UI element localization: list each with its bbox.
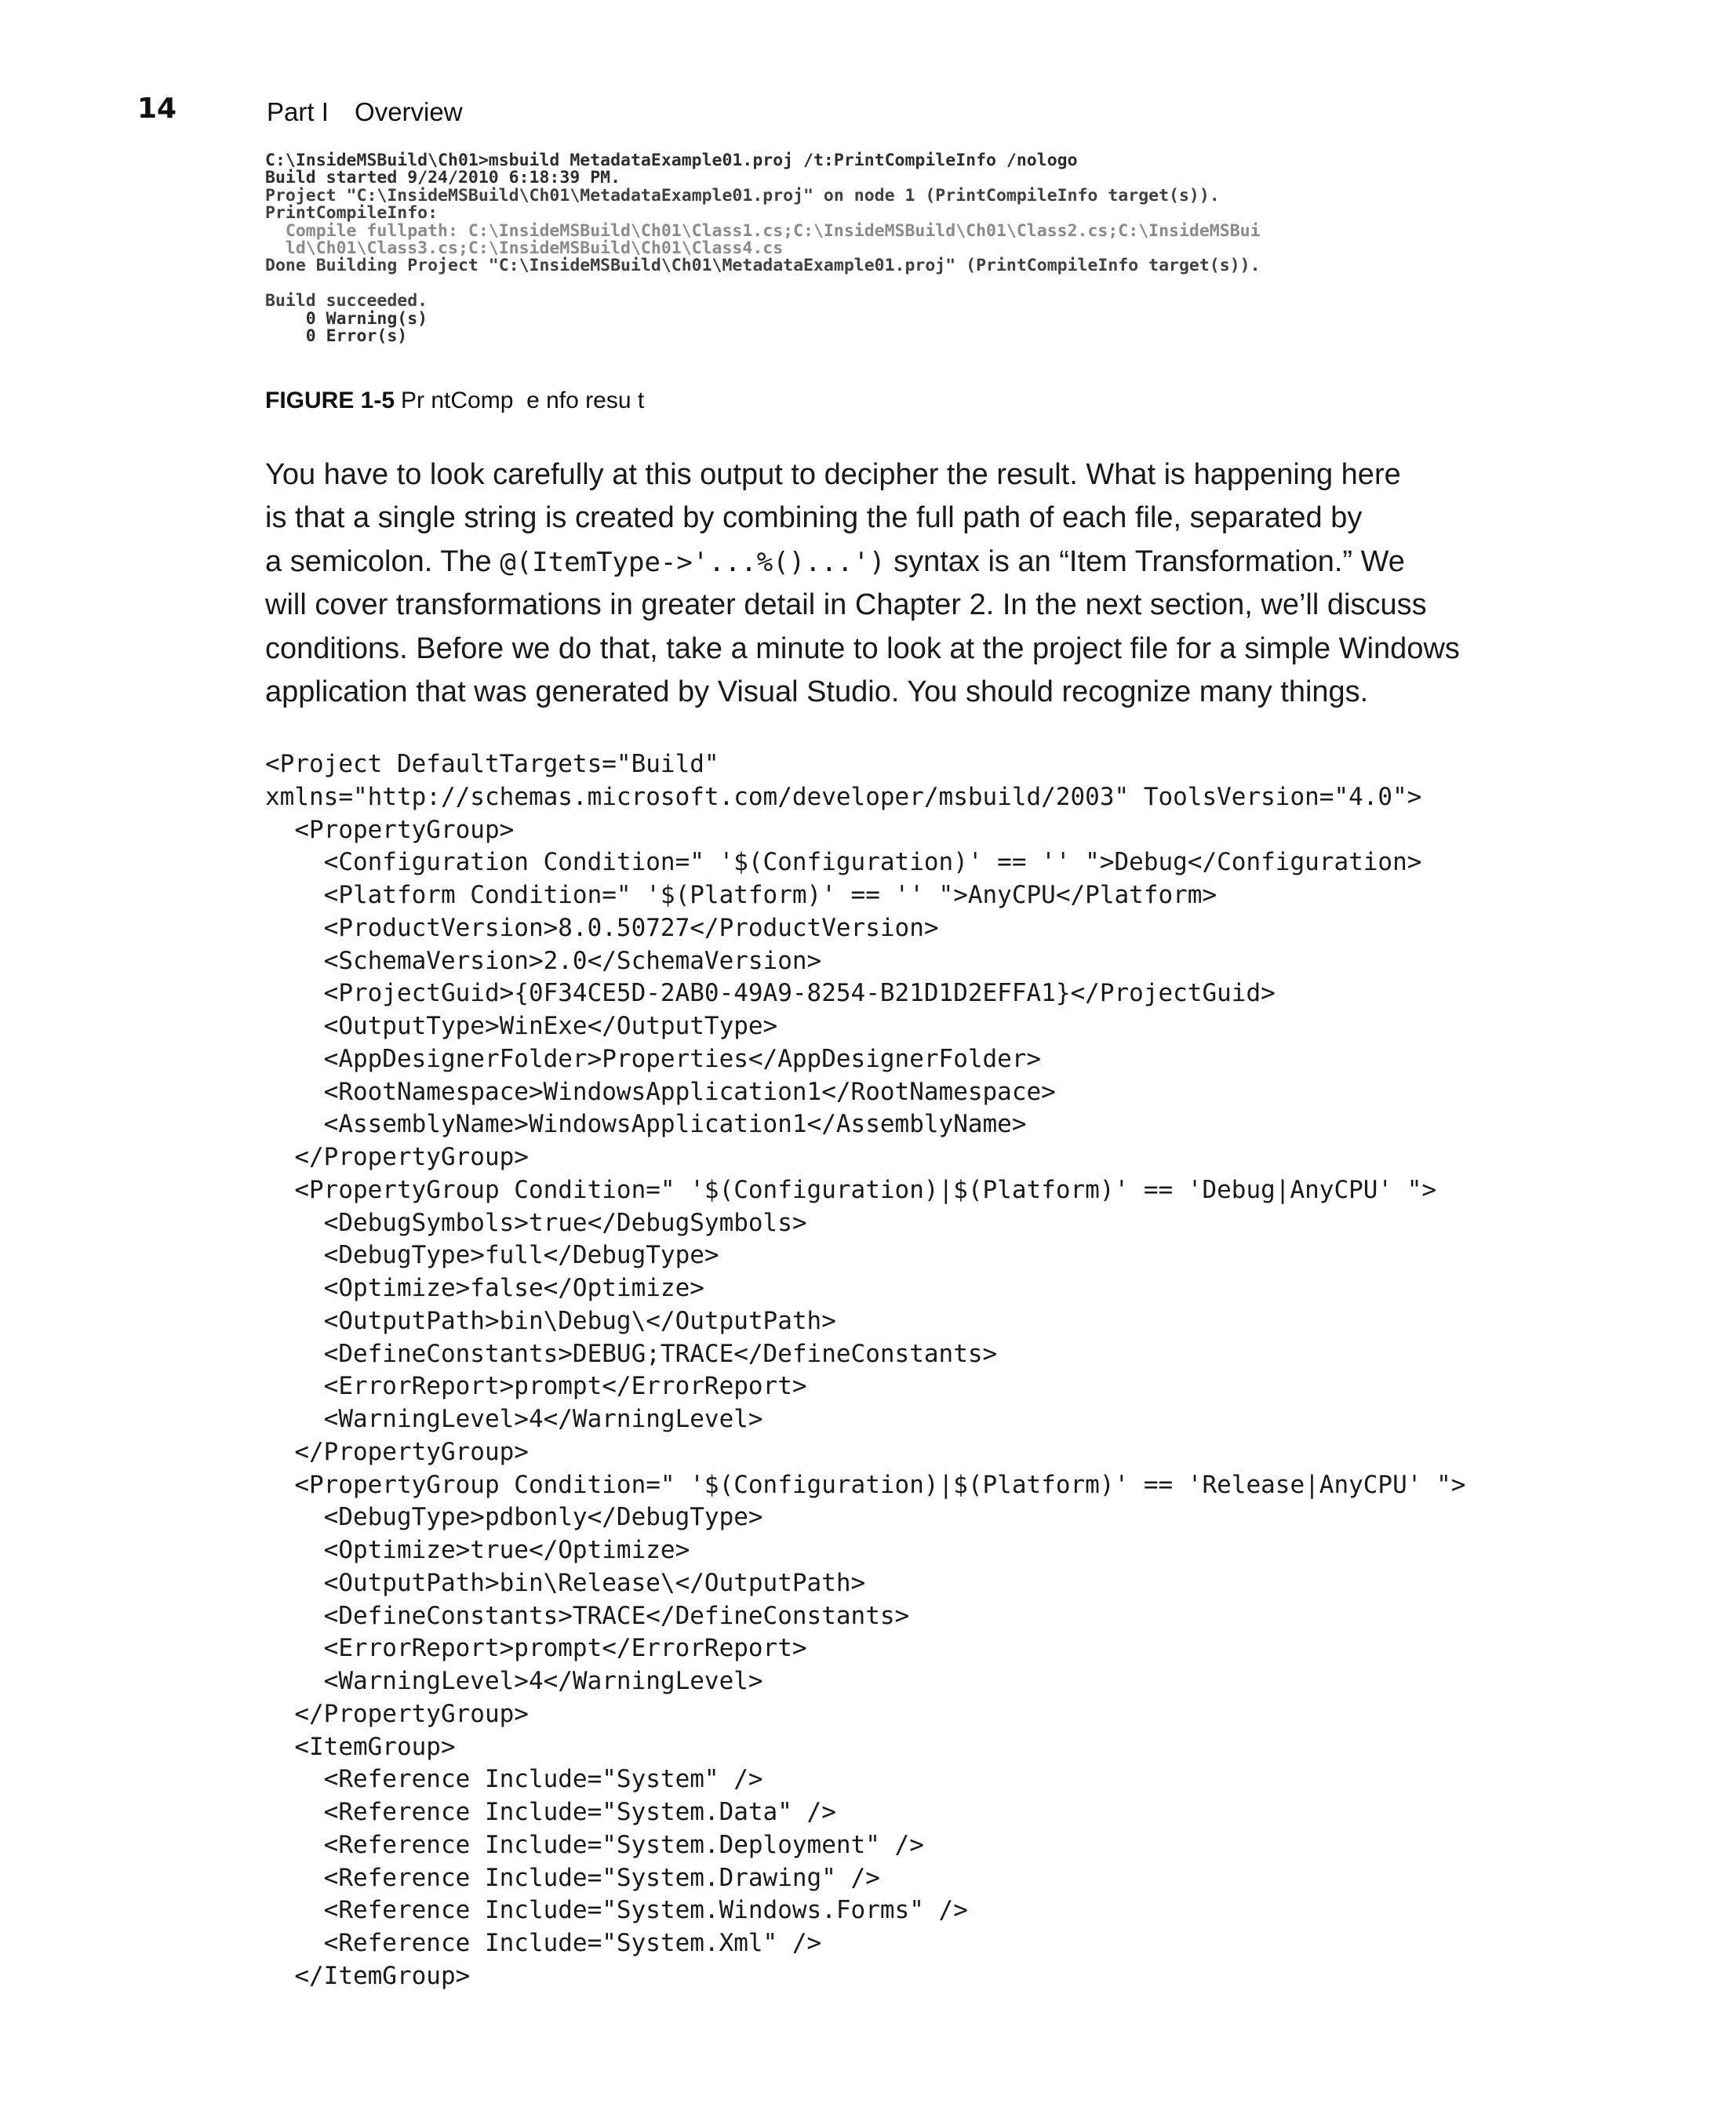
paragraph-line: application that was generated by Visual Studio. You should recognize many things. — [265, 675, 1369, 708]
part-label: Part I — [267, 97, 329, 126]
page-number: 14 — [137, 93, 177, 125]
paragraph-text: syntax is an “Item Transformation.” We — [885, 544, 1405, 578]
code-line: <Reference Include="System.Xml" /> — [265, 1929, 822, 1957]
code-line: <Platform Condition=" '$(Platform)' == '' ">AnyCPU</Platform> — [265, 881, 1217, 909]
console-line: PrintCompileInfo: — [265, 203, 439, 224]
console-output-figure — [265, 152, 1536, 345]
code-listing — [265, 748, 1465, 1993]
code-line: <Reference Include="System.Deployment" /> — [265, 1830, 924, 1859]
code-line: <OutputPath>bin\Debug\</OutputPath> — [265, 1306, 836, 1335]
console-line: 0 Warning(s) — [265, 308, 428, 329]
code-line: <Optimize>true</Optimize> — [265, 1536, 690, 1564]
code-line: <AssemblyName>WindowsApplication1</AssemblyName> — [265, 1110, 1027, 1139]
code-line: <Project DefaultTargets="Build" — [265, 750, 719, 778]
code-line: <Reference Include="System.Windows.Forms" /> — [265, 1896, 968, 1925]
code-line: <OutputPath>bin\Release\</OutputPath> — [265, 1568, 866, 1597]
figure-caption — [265, 388, 644, 414]
code-line: xmlns="http://schemas.microsoft.com/developer/msbuild/2003" ToolsVersion="4.0"> — [265, 782, 1422, 811]
console-line: 0 Error(s) — [265, 326, 408, 346]
console-line: Project "C:\InsideMSBuild\Ch01\MetadataExample01.proj" on node 1 (PrintCompileInfo target(s)). — [265, 185, 1220, 206]
console-line: C:\InsideMSBuild\Ch01>msbuild MetadataExample01.proj /t:PrintCompileInfo /nologo — [265, 151, 1078, 170]
code-line: <DebugSymbols>true</DebugSymbols> — [265, 1208, 807, 1237]
code-line: <OutputType>WinExe</OutputType> — [265, 1012, 778, 1040]
code-line: <PropertyGroup> — [265, 815, 515, 844]
paragraph-line: You have to look carefully at this output to decipher the result. What is happening here — [265, 458, 1401, 491]
code-line: <AppDesignerFolder>Properties</AppDesignerFolder> — [265, 1044, 1042, 1073]
code-line: <Reference Include="System" /> — [265, 1765, 763, 1794]
code-line: <Optimize>false</Optimize> — [265, 1274, 704, 1302]
code-line: <DebugType>pdbonly</DebugType> — [265, 1503, 763, 1532]
paragraph-line — [265, 540, 1528, 584]
code-line: <Reference Include="System.Drawing" /> — [265, 1863, 880, 1892]
code-line: <Configuration Condition=" '$(Configuration)' == '' ">Debug</Configuration> — [265, 848, 1422, 877]
paragraph-text: a semicolon. The — [265, 544, 500, 578]
code-line: <ProductVersion>8.0.50727</ProductVersion> — [265, 913, 939, 942]
code-line: <DefineConstants>DEBUG;TRACE</DefineConstants> — [265, 1339, 998, 1368]
inline-code: @(ItemType->'...%()...') — [500, 546, 886, 578]
figure-caption-text: Pr ntComp e nfo resu t — [401, 388, 645, 413]
paragraph-line: is that a single string is created by combining the full path of each file, separated by — [265, 501, 1363, 535]
console-line: Compile fullpath: C:\InsideMSBuild\Ch01\Class1.cs;C:\InsideMSBuild\Ch01\Class2.cs;C:\InsideMSBui — [265, 220, 1261, 241]
console-line: ld\Ch01\Class3.cs;C:\InsideMSBuild\Ch01\Class4.cs — [265, 238, 784, 258]
code-line: <DefineConstants>TRACE</DefineConstants> — [265, 1601, 910, 1630]
code-line: <PropertyGroup Condition=" '$(Configuration)|$(Platform)' == 'Debug|AnyCPU' "> — [265, 1175, 1437, 1204]
code-line: </PropertyGroup> — [265, 1437, 529, 1466]
console-line: Build started 9/24/2010 6:18:39 PM. — [265, 168, 621, 188]
code-line: <WarningLevel>4</WarningLevel> — [265, 1405, 763, 1433]
section-title: Overview — [355, 97, 463, 126]
running-head — [267, 97, 463, 127]
console-line — [265, 275, 1536, 293]
code-line: <Reference Include="System.Data" /> — [265, 1798, 836, 1826]
code-line: </PropertyGroup> — [265, 1699, 529, 1728]
code-line: <ProjectGuid>{0F34CE5D-2AB0-49A9-8254-B21D1D2EFFA1}</ProjectGuid> — [265, 979, 1276, 1008]
console-line: Build succeeded. — [265, 291, 428, 311]
console-line: Done Building Project "C:\InsideMSBuild\Ch01\MetadataExample01.proj" (PrintCompileInfo target(s)). — [265, 256, 1261, 276]
code-line: <ErrorReport>prompt</ErrorReport> — [265, 1634, 807, 1663]
code-line: <WarningLevel>4</WarningLevel> — [265, 1667, 763, 1695]
figure-label: FIGURE 1-5 — [265, 388, 395, 413]
code-line: </ItemGroup> — [265, 1961, 471, 1990]
page-header — [0, 93, 1736, 132]
paragraph-line: conditions. Before we do that, take a minute to look at the project file for a simple Windows — [265, 631, 1460, 665]
paragraph-line: will cover transformations in greater detail in Chapter 2. In the next section, we’ll discuss — [265, 588, 1427, 622]
code-line: <DebugType>full</DebugType> — [265, 1241, 719, 1270]
code-line: <PropertyGroup Condition=" '$(Configuration)|$(Platform)' == 'Release|AnyCPU' "> — [265, 1470, 1466, 1499]
code-line: </PropertyGroup> — [265, 1143, 529, 1171]
code-line: <ErrorReport>prompt</ErrorReport> — [265, 1372, 807, 1401]
body-paragraph — [265, 453, 1528, 714]
code-line: <RootNamespace>WindowsApplication1</RootNamespace> — [265, 1077, 1056, 1106]
code-line: <ItemGroup> — [265, 1732, 456, 1761]
code-line: <SchemaVersion>2.0</SchemaVersion> — [265, 946, 822, 975]
